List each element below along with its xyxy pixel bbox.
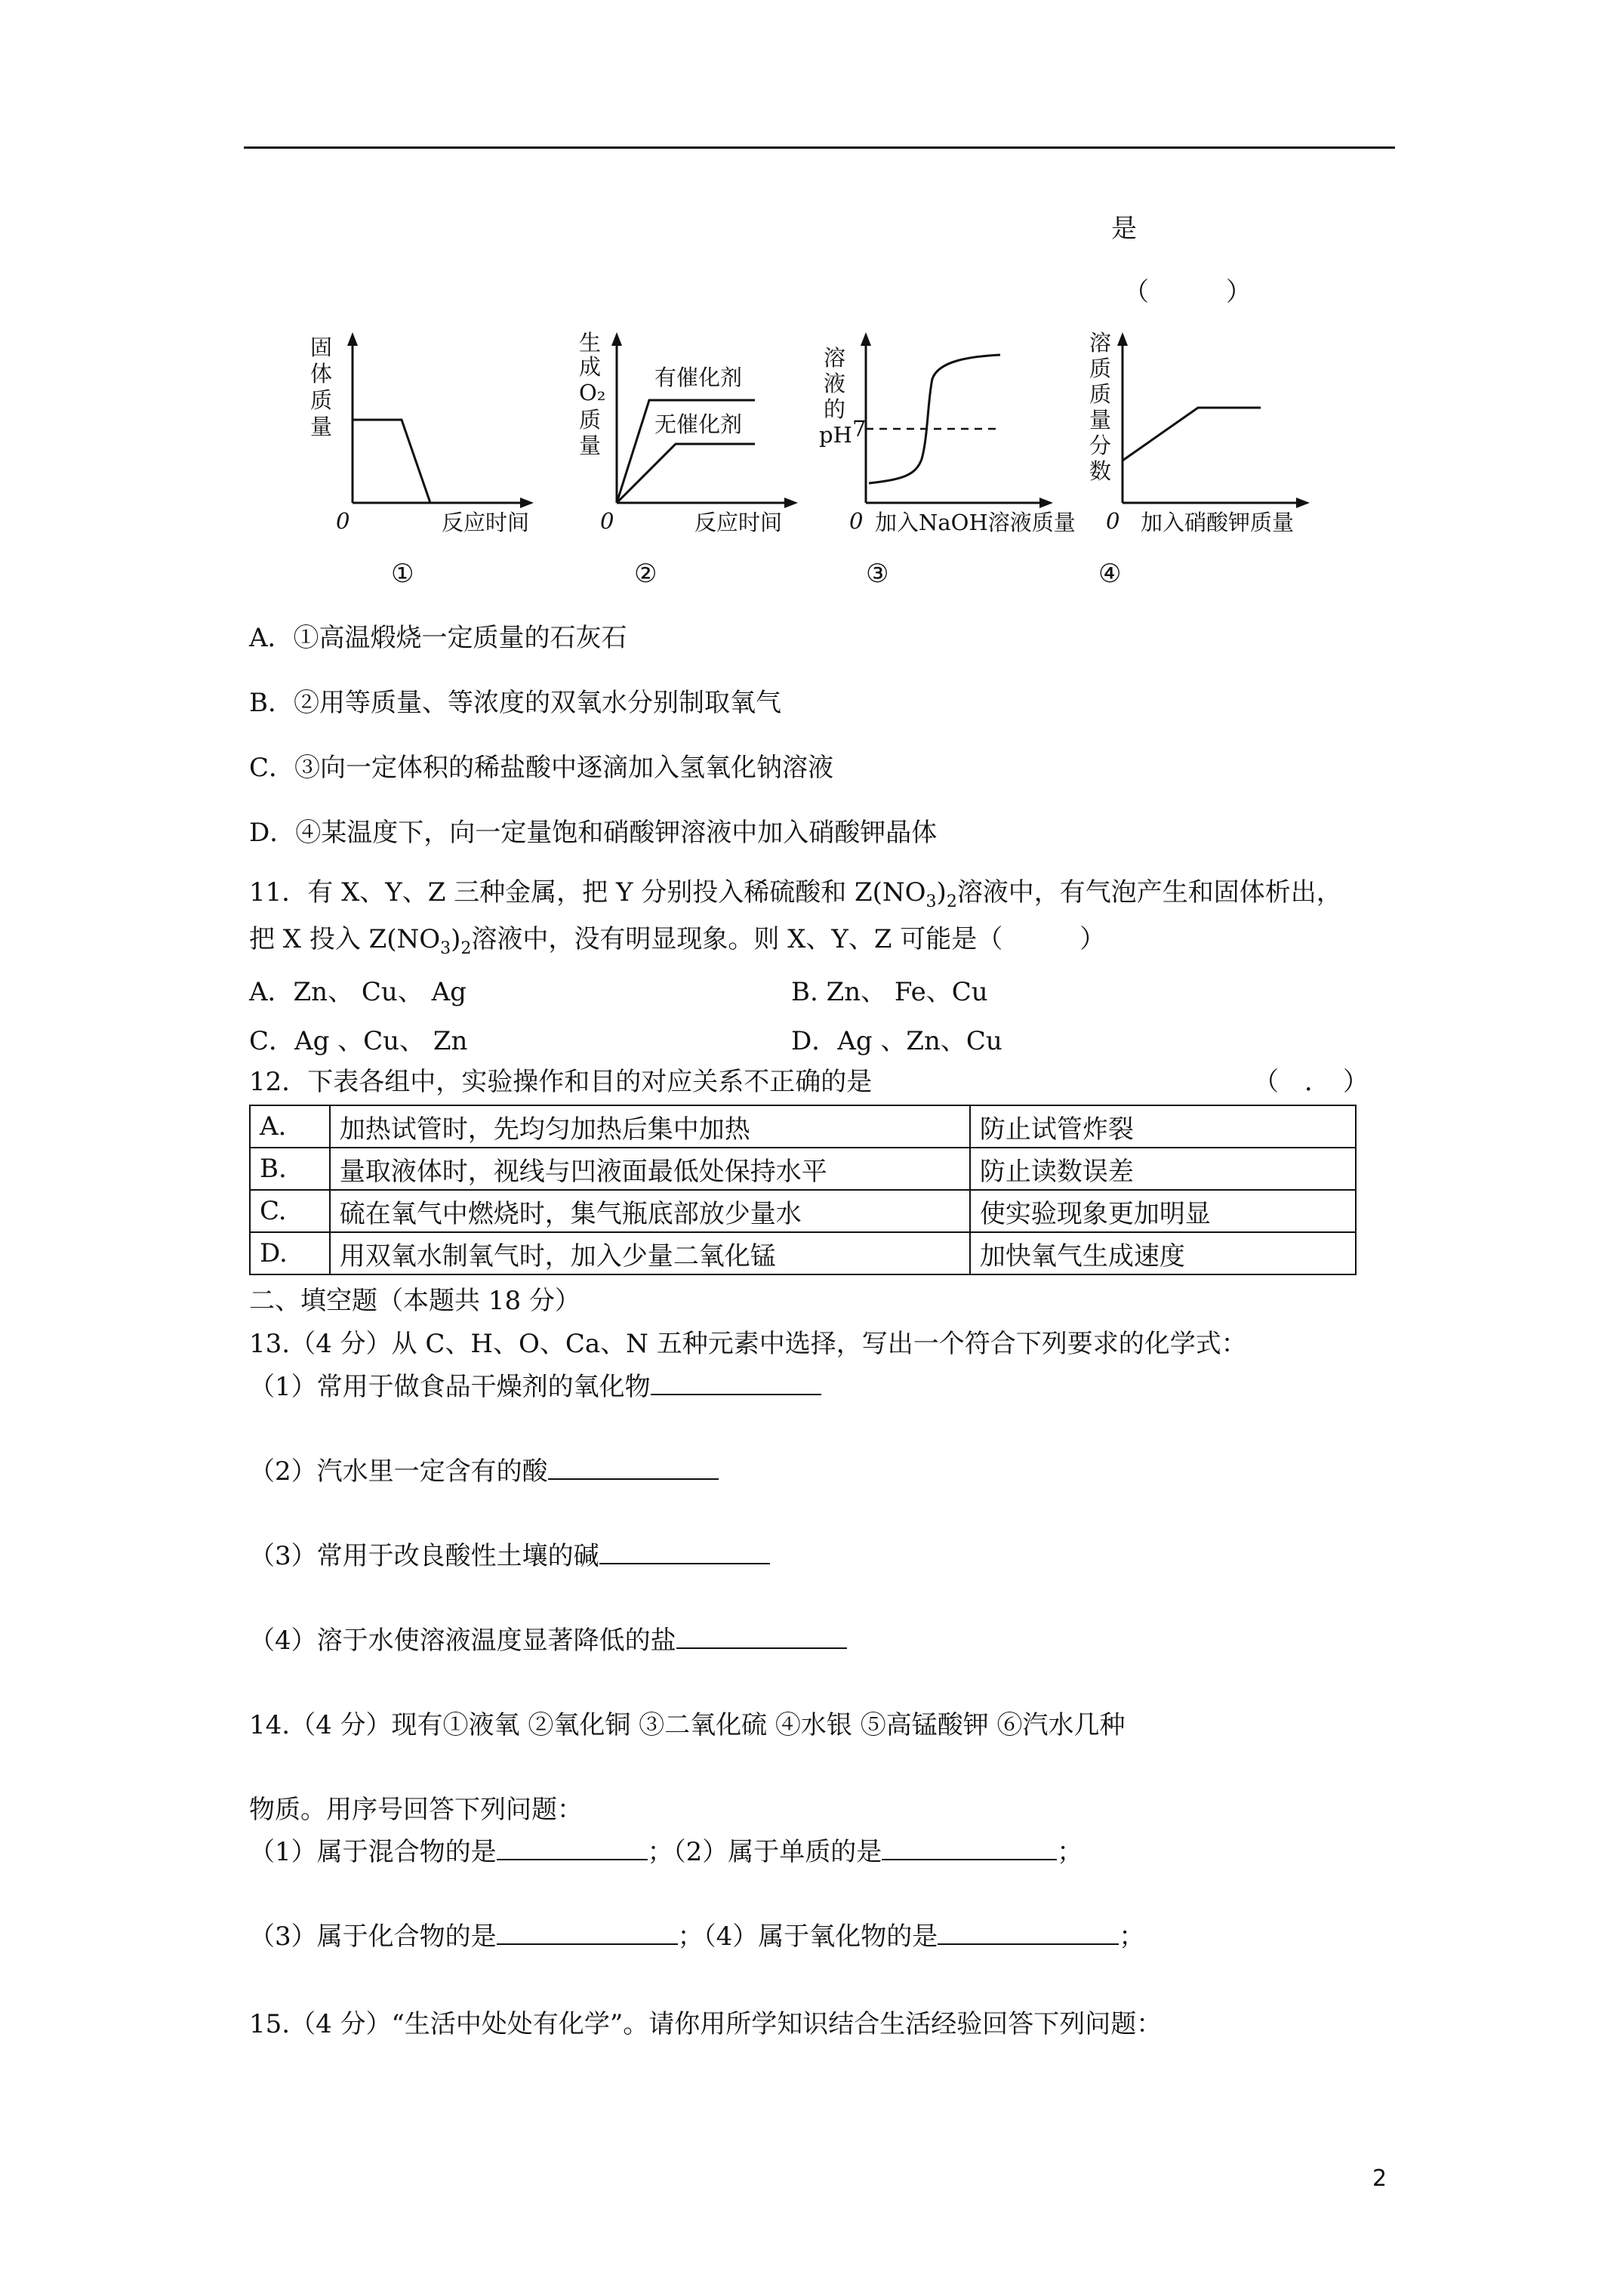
- graph-3-number: ③: [866, 559, 889, 589]
- graph-4: [1076, 325, 1325, 551]
- table-row: [250, 1148, 1356, 1190]
- table-cell: 加热试管时，先均匀加热后集中加热: [330, 1105, 970, 1148]
- q11-sub-2: 2: [460, 938, 472, 958]
- q11-option-c: C．Ag 、Cu、 Zn: [249, 1026, 468, 1056]
- graph-2-ylabel-char: 量: [579, 433, 602, 458]
- graph-3: [819, 325, 1076, 551]
- graph-3-ylabel-char: 液: [824, 371, 846, 396]
- table-cell: 使实验现象更加明显: [970, 1190, 1356, 1232]
- graph-1-ylabel-char: 固: [310, 334, 333, 360]
- table-cell: 防止读数误差: [970, 1148, 1356, 1190]
- graph-3-y-label: [819, 345, 852, 448]
- q13-item-3-text: （3）常用于改良酸性土壤的碱: [249, 1541, 599, 1571]
- answer-blank: [599, 1540, 770, 1564]
- answer-bracket: （ ）: [1123, 277, 1252, 307]
- answer-blank: [548, 1456, 719, 1480]
- graph-1-x-label: 反应时间: [442, 510, 530, 535]
- graph-1-y-arrow: [347, 332, 358, 346]
- q14-stem-line2: 物质。用序号回答下列问题：: [249, 1795, 583, 1825]
- q10-option-d: D．④某温度下，向一定量饱和硝酸钾溶液中加入硝酸钾晶体: [249, 818, 938, 848]
- answer-blank: [882, 1836, 1057, 1860]
- graph-2-origin: 0: [600, 508, 614, 534]
- q12-table: [249, 1105, 1357, 1275]
- graph-1: [306, 325, 547, 551]
- q11-option-d: D．Ag 、Zn、Cu: [791, 1026, 1002, 1056]
- graph-2-y-label: [579, 330, 605, 458]
- table-cell: 硫在氧气中燃烧时，集气瓶底部放少量水: [330, 1190, 970, 1232]
- table-cell: B.: [250, 1148, 330, 1190]
- graph-3-origin: 0: [849, 508, 864, 534]
- table-cell: 防止试管炸裂: [970, 1105, 1356, 1148]
- graph-1-number: ①: [391, 559, 414, 589]
- q11-stem-line2: [249, 923, 1105, 966]
- q14-row-2: [249, 1920, 1144, 1953]
- q11-sub-3: 3: [440, 938, 451, 958]
- q10-option-c: C．③向一定体积的稀盐酸中逐滴加入氢氧化钠溶液: [249, 753, 834, 783]
- answer-blank: [497, 1836, 648, 1860]
- graph-4-x-arrow: [1296, 498, 1310, 508]
- q11-sub-2: 2: [946, 892, 957, 911]
- q13-item-4: [249, 1624, 847, 1657]
- q13-stem: 13.（4 分）从 C、H、O、Ca、N 五种元素中选择，写出一个符合下列要求的化学式：: [249, 1329, 1247, 1359]
- graph-4-y-arrow: [1117, 332, 1128, 346]
- q11-line1-pre: 11．有 X、Y、Z 三种金属，把 Y 分别投入稀硫酸和 Z(NO: [249, 877, 926, 908]
- q14-stem: 14.（4 分）现有①液氧 ②氧化铜 ③二氧化硫 ④水银 ⑤高锰酸钾 ⑥汽水几种: [249, 1710, 1126, 1740]
- graph-1-ylabel-char: 量: [310, 414, 333, 439]
- q11-line1-post: 溶液中，有气泡产生和固体析出，: [956, 877, 1342, 908]
- q11-close: ): [936, 877, 947, 908]
- table-cell: C.: [250, 1190, 330, 1232]
- answer-blank: [938, 1921, 1119, 1945]
- graph-1-ylabel-char: 质: [310, 387, 333, 413]
- q10-option-a: A．①高温煅烧一定质量的石灰石: [249, 623, 627, 653]
- graph-2-ylabel-char: 成: [579, 354, 602, 380]
- graph-4-x-label: 加入硝酸钾质量: [1141, 510, 1295, 535]
- graph-4-ylabel-char: 质: [1089, 356, 1112, 381]
- q14-part-2: ；（2）属于单质的是: [647, 1837, 882, 1867]
- answer-blank: [497, 1921, 678, 1945]
- table-row: [250, 1105, 1356, 1148]
- q14-part-4: ；（4）属于氧化物的是: [677, 1922, 938, 1952]
- q11-close: ): [451, 924, 461, 954]
- q14-semicolon: ；: [1057, 1837, 1083, 1867]
- continued-stem-text: 是: [1111, 214, 1137, 244]
- graph-2-line1-label: 有催化剂: [654, 365, 743, 390]
- q13-item-2-text: （2）汽水里一定含有的酸: [249, 1456, 548, 1487]
- graph-3-x-label: 加入NaOH溶液质量: [875, 510, 1076, 535]
- q12-stem: 12．下表各组中，实验操作和目的对应关系不正确的是: [249, 1067, 873, 1097]
- graph-3-ylabel-char: 的: [824, 396, 846, 422]
- graph-3-ylabel-char: 溶: [824, 345, 846, 371]
- q13-item-1-text: （1）常用于做食品干燥剂的氧化物: [249, 1372, 651, 1402]
- table-cell: D.: [250, 1232, 330, 1274]
- graph-1-curve: [353, 420, 430, 503]
- graph-4-ylabel-char: 分: [1089, 433, 1112, 458]
- answer-blank: [651, 1371, 821, 1395]
- table-cell: 量取液体时，视线与凹液面最低处保持水平: [330, 1148, 970, 1190]
- graph-2-x-arrow: [784, 498, 798, 508]
- graph-4-ylabel-char: 质: [1089, 381, 1112, 407]
- page-number: 2: [1372, 2165, 1387, 2192]
- q11-line2-pre: 把 X 投入 Z(NO: [249, 924, 441, 954]
- q13-item-1: [249, 1370, 821, 1404]
- graph-4-curve: [1123, 408, 1261, 461]
- graph-4-origin: 0: [1106, 508, 1120, 534]
- q11-sub-3: 3: [925, 892, 937, 911]
- graph-2-ylabel-char: 质: [579, 407, 602, 433]
- q12-bracket: （ ． ）: [1253, 1067, 1369, 1097]
- q14-part-1: （1）属于混合物的是: [249, 1837, 497, 1867]
- q11-line2-post: 溶液中，没有明显现象。则 X、Y、Z 可能是（ ）: [471, 924, 1106, 954]
- q14-semicolon: ；: [1119, 1922, 1145, 1952]
- q11-option-a: A．Zn、 Cu、 Ag: [249, 977, 467, 1007]
- graph-3-tick-7: 7: [852, 416, 867, 442]
- graph-2: [570, 325, 819, 551]
- q13-item-3: [249, 1539, 770, 1573]
- q14-row-1: [249, 1835, 1083, 1869]
- section-heading: 二、填空题（本题共 18 分）: [249, 1286, 581, 1316]
- q10-option-b: B．②用等质量、等浓度的双氧水分别制取氧气: [249, 688, 781, 718]
- table-cell: 加快氧气生成速度: [970, 1232, 1356, 1274]
- graph-1-x-arrow: [520, 498, 534, 508]
- graph-2-line2-label: 无催化剂: [654, 411, 743, 437]
- graph-1-origin: 0: [336, 508, 350, 534]
- q13-item-4-text: （4）溶于水使溶液温度显著降低的盐: [249, 1626, 676, 1656]
- table-cell: 用双氧水制氧气时，加入少量二氧化锰: [330, 1232, 970, 1274]
- q11-option-b: B. Zn、 Fe、Cu: [791, 977, 988, 1007]
- graph-4-y-label: [1089, 330, 1111, 484]
- q15-stem: 15.（4 分）“生活中处处有化学”。请你用所学知识结合生活经验回答下列问题：: [249, 2009, 1163, 2039]
- graph-2-number: ②: [634, 559, 658, 589]
- table-row: [250, 1232, 1356, 1274]
- q11-stem-line1: [249, 876, 1342, 919]
- q13-item-2: [249, 1455, 719, 1488]
- q14-part-3: （3）属于化合物的是: [249, 1922, 497, 1952]
- table-cell: A.: [250, 1105, 330, 1148]
- graph-4-ylabel-char: 溶: [1089, 330, 1112, 356]
- graph-2-curve-no-catalyst: [617, 444, 755, 503]
- graph-4-ylabel-char: 数: [1089, 458, 1112, 484]
- graph-4-number: ④: [1098, 559, 1122, 589]
- graph-4-ylabel-char: 量: [1089, 407, 1112, 433]
- graph-3-curve: [869, 355, 1000, 483]
- graph-3-ylabel-char: pH: [819, 422, 852, 448]
- answer-blank: [676, 1625, 847, 1649]
- graph-2-ylabel-char: O₂: [579, 380, 606, 405]
- graph-1-ylabel-char: 体: [310, 361, 333, 387]
- header-rule: [244, 146, 1395, 149]
- graph-3-y-arrow: [861, 332, 871, 346]
- graph-2-x-label: 反应时间: [694, 510, 783, 535]
- table-row: [250, 1190, 1356, 1232]
- graph-2-ylabel-char: 生: [579, 330, 602, 356]
- graph-3-x-arrow: [1039, 498, 1053, 508]
- graph-1-y-label: [310, 334, 332, 439]
- graph-2-y-arrow: [611, 332, 622, 346]
